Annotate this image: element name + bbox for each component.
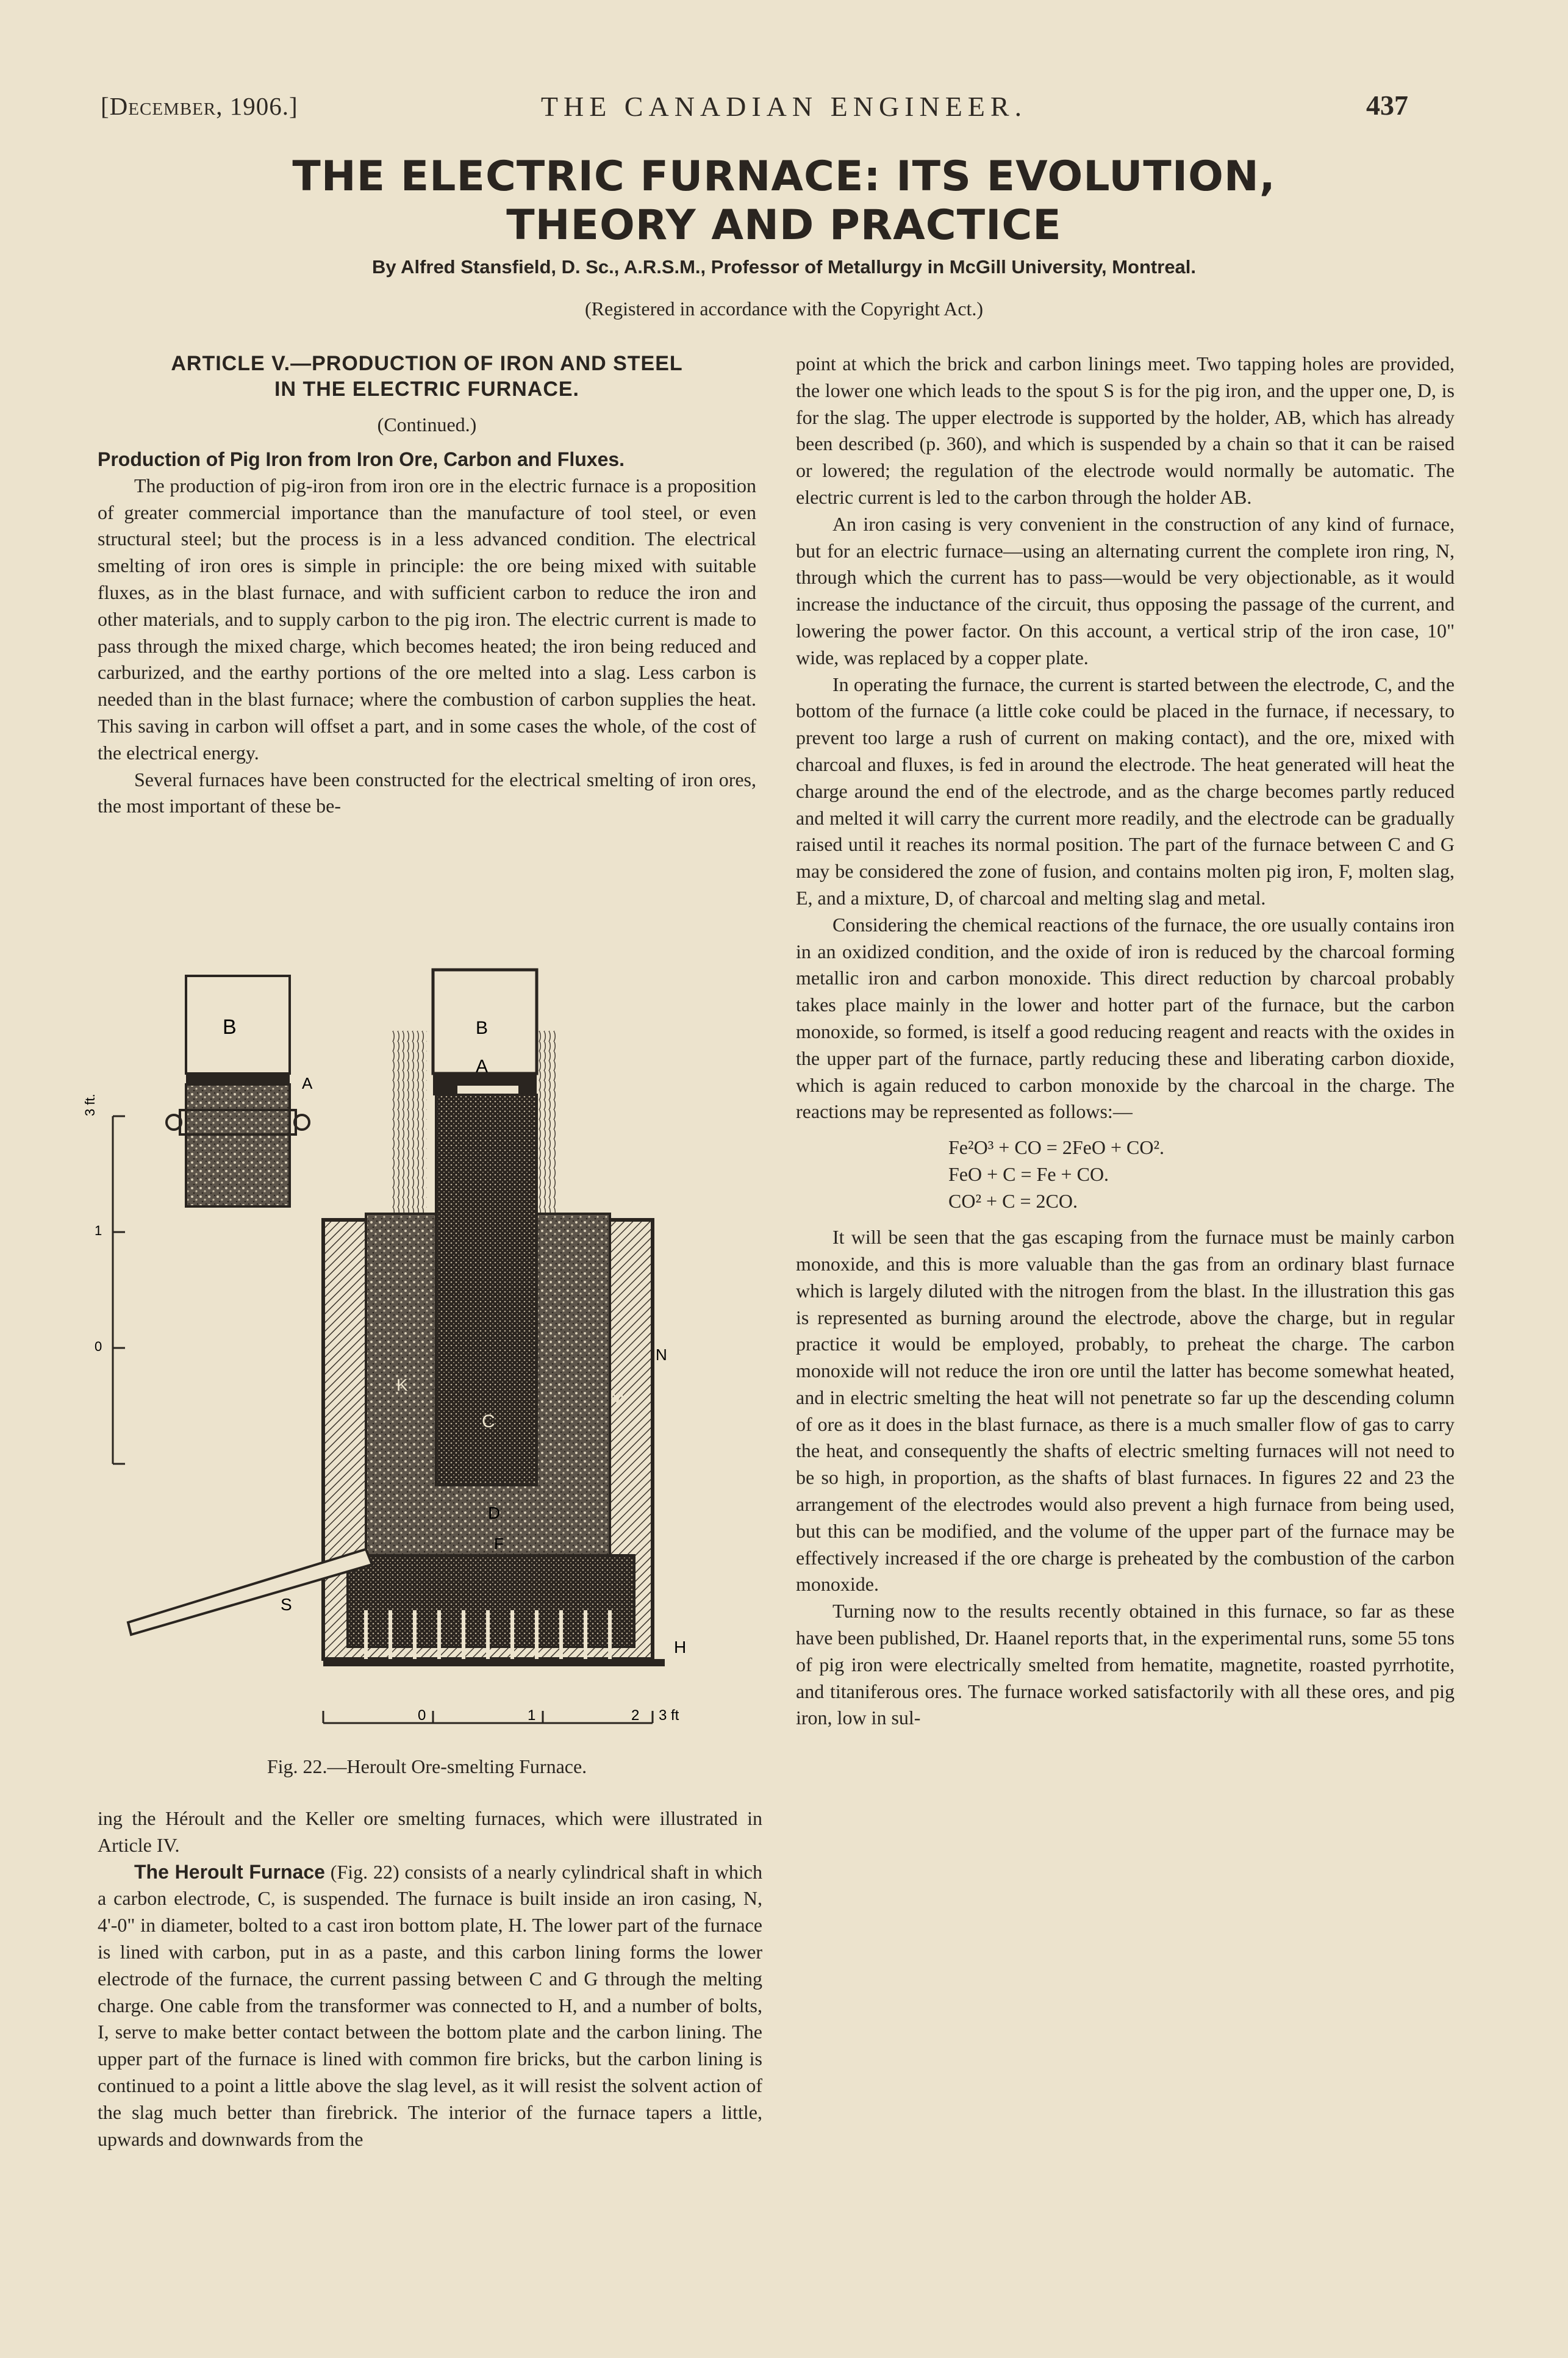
left-column	[98, 351, 756, 820]
left-column-continued	[98, 1805, 762, 2152]
side-scale-mid: 1	[95, 1223, 102, 1238]
label-b-main: B	[476, 1018, 489, 1038]
scale-tick-1: 1	[528, 1707, 536, 1724]
right-column	[796, 351, 1455, 1732]
paragraph: An iron casing is very convenient in the construction of any kind of furnace, but for an electric furnace—using an alternating current the complete iron ring, N, through which the current has to pass—would be very objectionable, as it would increase the inductance of the circuit, thus opposing the passage of the current, and lowering the power factor. On this account, a vertical strip of the iron case, 10" wide, was replaced by a copper plate.	[796, 512, 1455, 668]
paragraph: Considering the chemical reactions of the furnace, the ore usually contains iron in an oxidized condition, and the oxide of iron is reduced by the charcoal forming metallic iron and carbon monoxide. This direct reduction by charcoal probably takes place mainly in the lower and hotter part of the furnace, but the carbon monoxide, so formed, is itself a good reducing reagent and reacts with the oxides in the upper part of the furnace, partly reducing these and liberating carbon dioxide, which is again reduced to carbon monoxide by the charcoal in the charge. The reactions may be represented as follows:—	[796, 913, 1455, 1123]
side-scale-zero: 0	[95, 1339, 102, 1354]
byline: By Alfred Stansfield, D. Sc., A.R.S.M., Professor of Metallurgy in McGill University, Montreal.	[371, 256, 1197, 278]
label-f: F	[494, 1535, 504, 1553]
title-line-1: THE ELECTRIC FURNACE: ITS EVOLUTION,	[292, 152, 1276, 201]
journal-name: THE CANADIAN ENGINEER.	[540, 91, 1028, 122]
section-heading	[98, 351, 756, 402]
paragraph: The production of pig-iron from iron ore in the electric furnace is a proposition of greater commercial importance than the manufacture of tool steel, or even structural steel; but the process is in a less advanced condition. The electrical smelting of iron ores is simple in principle: the ore being mixed with suitable fluxes, as in the blast furnace, and with sufficient carbon to reduce the iron and other materials, and to supply carbon to the pig iron. The electric current is made to pass through the mixed charge, which becomes heated; the iron being reduced and carburized, and the earthy portions of the ore melted into a slag. Less carbon is needed than in the blast furnace; where the combustion of carbon supplies the heat. This saving in carbon will offset a part, and in some cases the whole, of the cost of the electrical energy.	[98, 474, 756, 764]
article-title	[0, 152, 1568, 250]
horizontal-scale	[323, 1707, 679, 1724]
continued-note: (Continued.)	[377, 414, 477, 435]
paragraph: ing the Héroult and the Keller ore smelting furnaces, which were illustrated in Article IV.	[98, 1807, 762, 1856]
label-s: S	[281, 1595, 292, 1614]
paragraph: Turning now to the results recently obtained in this furnace, so far as these have been published, Dr. Haanel reports that, in the experimental runs, some 55 tons of pig iron were electrically smelted from hematite, magnetite, roasted pyrrhotite, and titaniferous ores. The furnace worked satisfactorily with all these ores, and pig iron, low in sul-	[796, 1600, 1455, 1729]
scale-tick-2: 2	[631, 1707, 640, 1724]
paragraph-lead: The Heroult Furnace	[134, 1860, 325, 1883]
scale-tick-0: 0	[418, 1707, 426, 1724]
paragraph-heroult	[98, 1859, 762, 2153]
label-b-detail: B	[223, 1016, 237, 1039]
section-heading-line-1: ARTICLE V.—PRODUCTION OF IRON AND STEEL	[171, 352, 683, 375]
vertical-scale	[82, 1094, 125, 1464]
label-a-detail: A	[302, 1074, 313, 1092]
equation-1: Fe²O³ + CO = 2FeO + CO².	[948, 1136, 1165, 1159]
side-scale-top: 3 ft.	[82, 1094, 98, 1116]
label-n: N	[656, 1346, 667, 1364]
figure-caption: Fig. 22.—Heroult Ore-smelting Furnace.	[267, 1755, 587, 1777]
label-k: K	[396, 1375, 408, 1394]
paragraph: It will be seen that the gas escaping from the furnace must be mainly carbon monoxide, and this is more valuable than the gas from an ordinary blast furnace which is largely diluted with the nitrogen from the blast. In the illustration this gas is represented as burning around the electrode, above the charge, but in regular practice it would be employed, probably, to preheat the charge. The carbon monoxide will not reduce the iron ore until the latter has become somewhat heated, and in electric smelting the heat will not penetrate so far up the descending column of ore as it does in the blast furnace, as there is a much smaller flow of gas to carry the heat, and consequently the shafts of electric smelting furnaces will not need to be so high, in proportion, as the shafts of blast furnaces. In figures 22 and 23 the arrangement of the electrodes would also prevent a high furnace from being used, but this can be modified, and the volume of the upper part of the furnace may be effectively increased if the ore charge is preheated by the combustion of the carbon monoxide.	[796, 1226, 1455, 1596]
electrode-detail	[166, 976, 313, 1206]
paragraph-body: (Fig. 22) consists of a nearly cylindrical shaft in which a carbon electrode, C, is suspended. The furnace is built inside an iron casing, N, 4'-0" in diameter, bolted to a cast iron bottom plate, H. The lower part of the furnace is lined with carbon, put in as a paste, and this carbon lining forms the lower electrode of the furnace, the current passing between C and G through the melting charge. One cable from the transformer was connected to H, and a number of bolts, I, serve to make better contact between the bottom plate and the carbon lining. The upper part of the furnace is lined with common fire bricks, but the carbon lining is continued to a point a little above the slag level, as it will resist the solvent action of the slag much better than firebrick. The interior of the furnace tapers a little, upwards and downwards from the	[98, 1860, 763, 2150]
label-a-main: A	[476, 1056, 489, 1077]
section-heading-line-2: IN THE ELECTRIC FURNACE.	[274, 378, 579, 401]
label-d: D	[488, 1503, 501, 1522]
paragraph: point at which the brick and carbon linings meet. Two tapping holes are provided, the lower one which leads to the spout S is for the pig iron, and the upper one, D, is for the slag. The upper electrode is supported by the holder, AB, which has already been described (p. 360), and which is suspended by a chain so that it can be raised or lowered; the regulation of the electrode would normally be automatic. The electric current is led to the carbon through the holder AB.	[796, 353, 1455, 508]
issue-date: [December, 1906.]	[101, 92, 298, 120]
scale-unit: 3 ft	[659, 1707, 679, 1724]
paragraph: In operating the furnace, the current is started between the electrode, C, and the bottom of the furnace (a little coke could be placed in the furnace, if necessary, to prevent too large a rush of current on making contact), and the ore, mixed with charcoal and fluxes, is fed in around the electrode. The heat generated will heat the charge around the end of the electrode, and as the charge becomes partly reduced and melted it will carry the current more readily, and the electrode can be gradually raised until it reaches its normal position. The part of the furnace between C and G may be considered the zone of fusion, and contains molten pig iron, F, molten slag, E, and a mixture, D, of charcoal and melting slag and metal.	[796, 673, 1455, 909]
equation-2: FeO + C = Fe + CO.	[948, 1163, 1109, 1186]
page-number: 437	[1366, 90, 1408, 121]
paragraph: Several furnaces have been constructed for the electrical smelting of iron ores, the most important of these be-	[98, 768, 756, 817]
carbon-electrode	[433, 970, 537, 1485]
equation-3: CO² + C = 2CO.	[948, 1190, 1078, 1213]
furnace-figure	[79, 964, 762, 1738]
label-c: C	[482, 1411, 495, 1432]
copyright-notice: (Registered in accordance with the Copyright Act.)	[584, 298, 984, 320]
label-h: H	[674, 1638, 687, 1657]
subheading: Production of Pig Iron from Iron Ore, Carbon and Fluxes.	[98, 448, 625, 470]
reaction-equations	[948, 1134, 1455, 1214]
label-m: M	[610, 1388, 625, 1407]
title-line-2: THEORY AND PRACTICE	[506, 201, 1062, 249]
